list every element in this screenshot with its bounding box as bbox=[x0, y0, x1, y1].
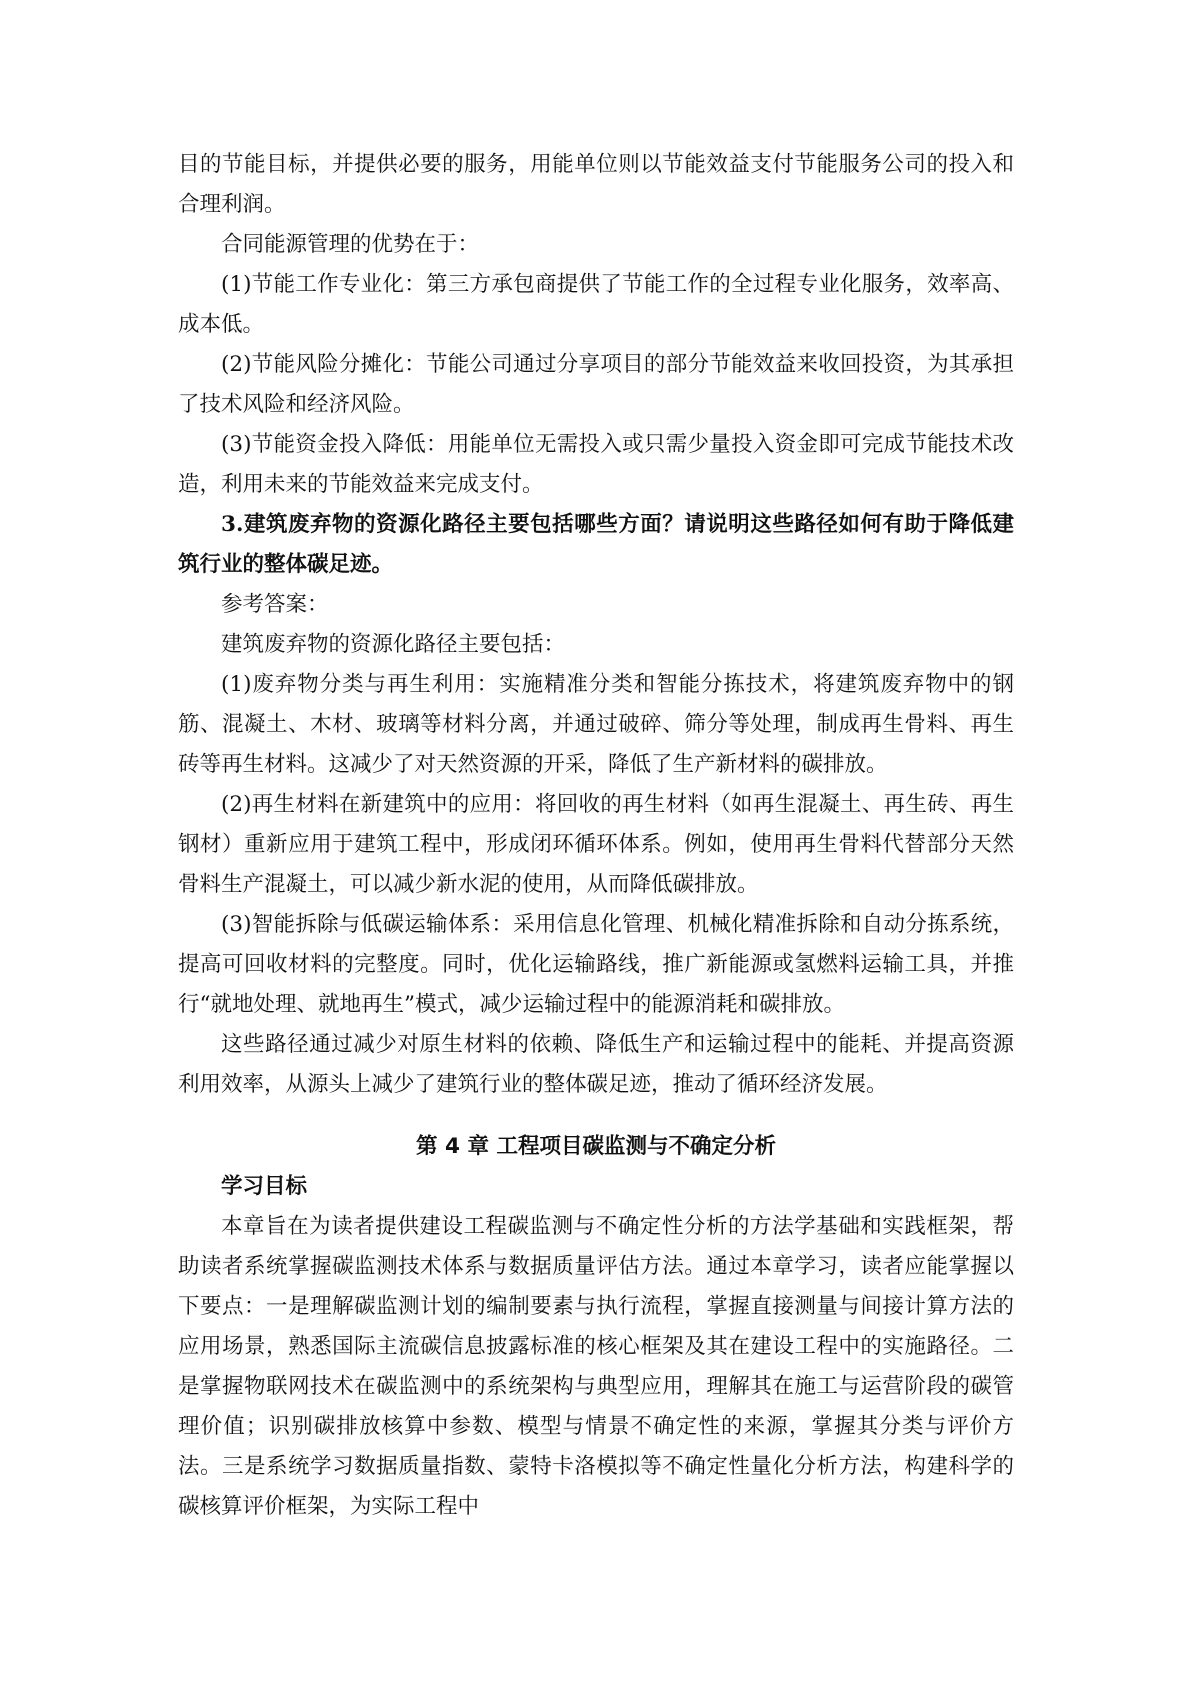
section-paragraph: 本章旨在为读者提供建设工程碳监测与不确定性分析的方法学基础和实践框架，帮助读者系统掌握碳监测技术体系与数据质量评估方法。通过本章学习，读者应能掌握以下要点：一是理解碳监测计划的编制要素与执行流程，掌握直接测量与间接计算方法的应用场景，熟悉国际主流碳信息披露标准的核心框架及其在建设工程中的实施路径。二是掌握物联网技术在碳监测中的系统架构与典型应用，理解其在施工与运营阶段的碳管理价值；识别碳排放核算中参数、模型与情景不确定性的来源，掌握其分类与评价方法。三是系统学习数据质量指数、蒙特卡洛模拟等不确定性量化分析方法，构建科学的碳核算评价框架，为实际工程中 bbox=[178, 1214, 1014, 1519]
page-content bbox=[178, 145, 1014, 1527]
answer-intro: 建筑废弃物的资源化路径主要包括： bbox=[221, 632, 566, 657]
answer-label: 参考答案： bbox=[221, 592, 329, 617]
question-heading: 3.建筑废弃物的资源化路径主要包括哪些方面？请说明这些路径如何有助于降低建筑行业的整体碳足迹。 bbox=[178, 512, 1014, 577]
paragraph-advantage-3: (3)节能资金投入降低：用能单位无需投入或只需少量投入资金即可完成节能技术改造，利用未来的节能效益来完成支付。 bbox=[178, 432, 1014, 497]
answer-item-3: (3)智能拆除与低碳运输体系：采用信息化管理、机械化精准拆除和自动分拣系统，提高可回收材料的完整度。同时，优化运输路线，推广新能源或氢燃料运输工具，并推行“就地处理、就地再生”模式，减少运输过程中的能源消耗和碳排放。 bbox=[178, 912, 1014, 1017]
answer-item-1: (1)废弃物分类与再生利用：实施精准分类和智能分拣技术，将建筑废弃物中的钢筋、混凝土、木材、玻璃等材料分离，并通过破碎、筛分等处理，制成再生骨料、再生砖等再生材料。这减少了对天然资源的开采，降低了生产新材料的碳排放。 bbox=[178, 672, 1014, 777]
chapter-title: 第 4 章 工程项目碳监测与不确定分析 bbox=[416, 1134, 776, 1159]
answer-item-2: (2)再生材料在新建筑中的应用：将回收的再生材料（如再生混凝土、再生砖、再生钢材）重新应用于建筑工程中，形成闭环循环体系。例如，使用再生骨料代替部分天然骨料生产混凝土，可以减少新水泥的使用，从而降低碳排放。 bbox=[178, 792, 1014, 897]
paragraph-advantage-1: (1)节能工作专业化：第三方承包商提供了节能工作的全过程专业化服务，效率高、成本低。 bbox=[178, 272, 1014, 337]
paragraph-continuation: 目的节能目标，并提供必要的服务，用能单位则以节能效益支付节能服务公司的投入和合理利润。 bbox=[178, 152, 1014, 217]
paragraph-advantage-2: (2)节能风险分摊化：节能公司通过分享项目的部分节能效益来收回投资，为其承担了技术风险和经济风险。 bbox=[178, 352, 1014, 417]
answer-conclusion: 这些路径通过减少对原生材料的依赖、降低生产和运输过程中的能耗、并提高资源利用效率，从源头上减少了建筑行业的整体碳足迹，推动了循环经济发展。 bbox=[178, 1032, 1014, 1097]
paragraph-advantages-intro: 合同能源管理的优势在于： bbox=[221, 232, 480, 257]
section-title: 学习目标 bbox=[221, 1174, 308, 1199]
